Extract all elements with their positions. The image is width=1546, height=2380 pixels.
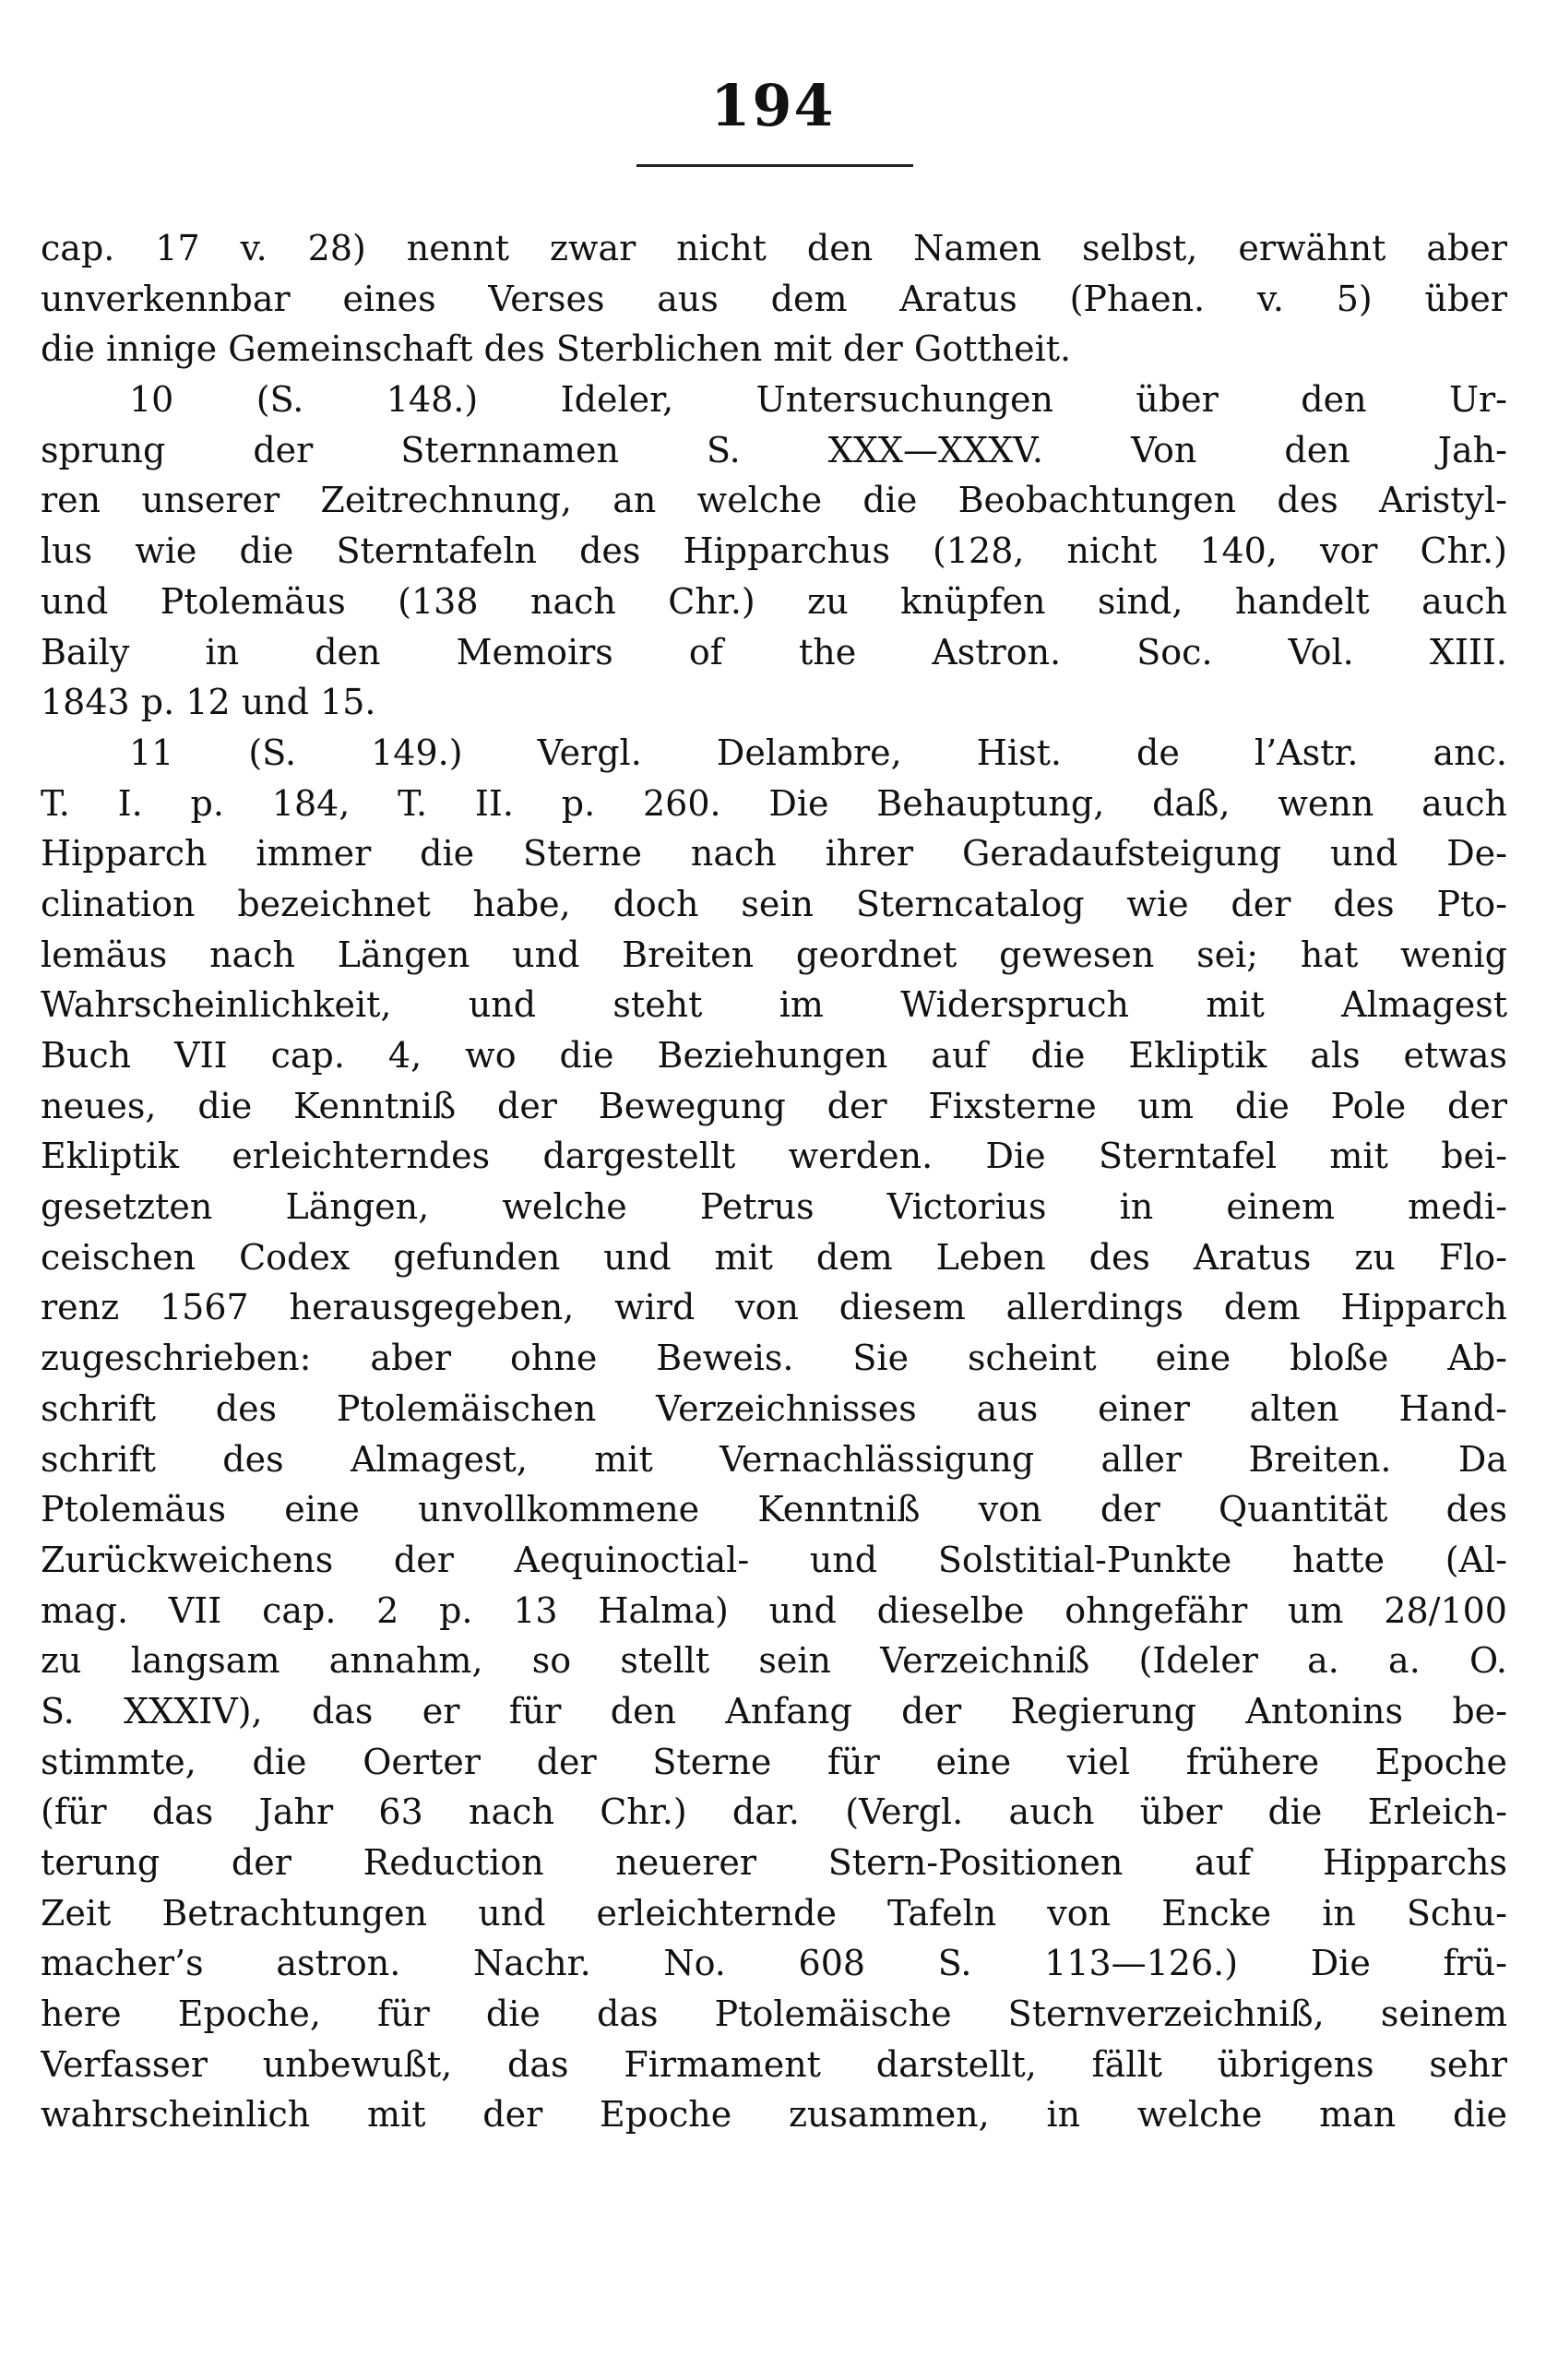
text-line: Verfasser unbewußt, das Firmament darstellt, fällt übrigens sehr [41, 2043, 1507, 2085]
header-rule [636, 164, 913, 167]
text-line: schrift des Ptolemäischen Verzeichnisses aus einer alten Hand- [41, 1387, 1507, 1429]
text-line: sprung der Sternnamen S. XXX—XXXV. Von den Jah- [41, 429, 1507, 470]
text-line: stimmte, die Oerter der Sterne für eine viel frühere Epoche [41, 1741, 1507, 1782]
text-line: Buch VII cap. 4, wo die Beziehungen auf die Ekliptik als etwas [41, 1035, 1507, 1076]
text-line: Zeit Betrachtungen und erleichternde Tafeln von Encke in Schu- [41, 1892, 1507, 1934]
text-line: lus wie die Sterntafeln des Hipparchus (128, nicht 140, vor Chr.) [41, 530, 1507, 572]
text-line: wahrscheinlich mit der Epoche zusammen, in welche man die [41, 2094, 1507, 2136]
text-line: unverkennbar eines Verses aus dem Aratus (Phaen. v. 5) über [41, 278, 1507, 319]
text-line: zugeschrieben: aber ohne Beweis. Sie scheint eine bloße Ab- [41, 1338, 1507, 1379]
text-line: gesetzten Längen, welche Petrus Victorius in einem medi- [41, 1186, 1507, 1228]
text-line: schrift des Almagest, mit Vernachlässigung aller Breiten. Da [41, 1438, 1507, 1480]
text-line: neues, die Kenntniß der Bewegung der Fixsterne um die Pole der [41, 1085, 1507, 1126]
text-line: Ptolemäus eine unvollkommene Kenntniß von der Quantität des [41, 1489, 1507, 1530]
footnote-10-start: 10 (S. 148.) Ideler, Untersuchungen über den Ur- [129, 379, 1507, 421]
text-line: (für das Jahr 63 nach Chr.) dar. (Vergl. auch über die Erleich- [41, 1791, 1507, 1833]
text-line: Zurückweichens der Aequinoctial- und Solstitial-Punkte hatte (Al- [41, 1539, 1507, 1580]
text-line: ceischen Codex gefunden und mit dem Leben des Aratus zu Flo- [41, 1236, 1507, 1278]
text-line: mag. VII cap. 2 p. 13 Halma) und dieselbe ohngefähr um 28/100 [41, 1589, 1507, 1631]
text-line: S. XXXIV), das er für den Anfang der Regierung Antonins be- [41, 1690, 1507, 1731]
text-line: T. I. p. 184, T. II. p. 260. Die Behauptung, daß, wenn auch [41, 782, 1507, 824]
text-line: Ekliptik erleichterndes dargestellt werden. Die Sterntafel mit bei- [41, 1136, 1507, 1177]
text-line: Wahrscheinlichkeit, und steht im Widerspruch mit Almagest [41, 984, 1507, 1026]
text-line: ren unserer Zeitrechnung, an welche die Beobachtungen des Aristyl- [41, 480, 1507, 521]
text-line: cap. 17 v. 28) nennt zwar nicht den Namen selbst, erwähnt aber [41, 228, 1507, 268]
text-line: macher’s astron. Nachr. No. 608 S. 113—126.) Die frü- [41, 1943, 1507, 1984]
footnote-11-start: 11 (S. 149.) Vergl. Delambre, Hist. de l’Astr. anc. [129, 732, 1507, 773]
text-line: Baily in den Memoirs of the Astron. Soc. Vol. XIII. [41, 631, 1507, 672]
text-line: lemäus nach Längen und Breiten geordnet gewesen sei; hat wenig [41, 934, 1507, 975]
footnote-text-block [41, 223, 1507, 2140]
text-line: here Epoche, für die das Ptolemäische Sternverzeichniß, seinem [41, 1993, 1507, 2035]
text-line: die innige Gemeinschaft des Sterblichen mit der Gottheit. [41, 328, 1072, 370]
page-number: 194 [710, 72, 836, 139]
text-line: zu langsam annahm, so stellt sein Verzeichniß (Ideler a. a. O. [41, 1640, 1507, 1682]
text-line: Hipparch immer die Sterne nach ihrer Geradaufsteigung und De- [41, 833, 1507, 875]
text-line: 1843 p. 12 und 15. [41, 682, 376, 723]
text-line: terung der Reduction neuerer Stern-Positionen auf Hipparchs [41, 1842, 1507, 1883]
text-line: clination bezeichnet habe, doch sein Sterncatalog wie der des Pto- [41, 883, 1507, 924]
text-line: renz 1567 herausgegeben, wird von diesem allerdings dem Hipparch [41, 1287, 1507, 1328]
text-line: und Ptolemäus (138 nach Chr.) zu knüpfen sind, handelt auch [41, 580, 1507, 622]
